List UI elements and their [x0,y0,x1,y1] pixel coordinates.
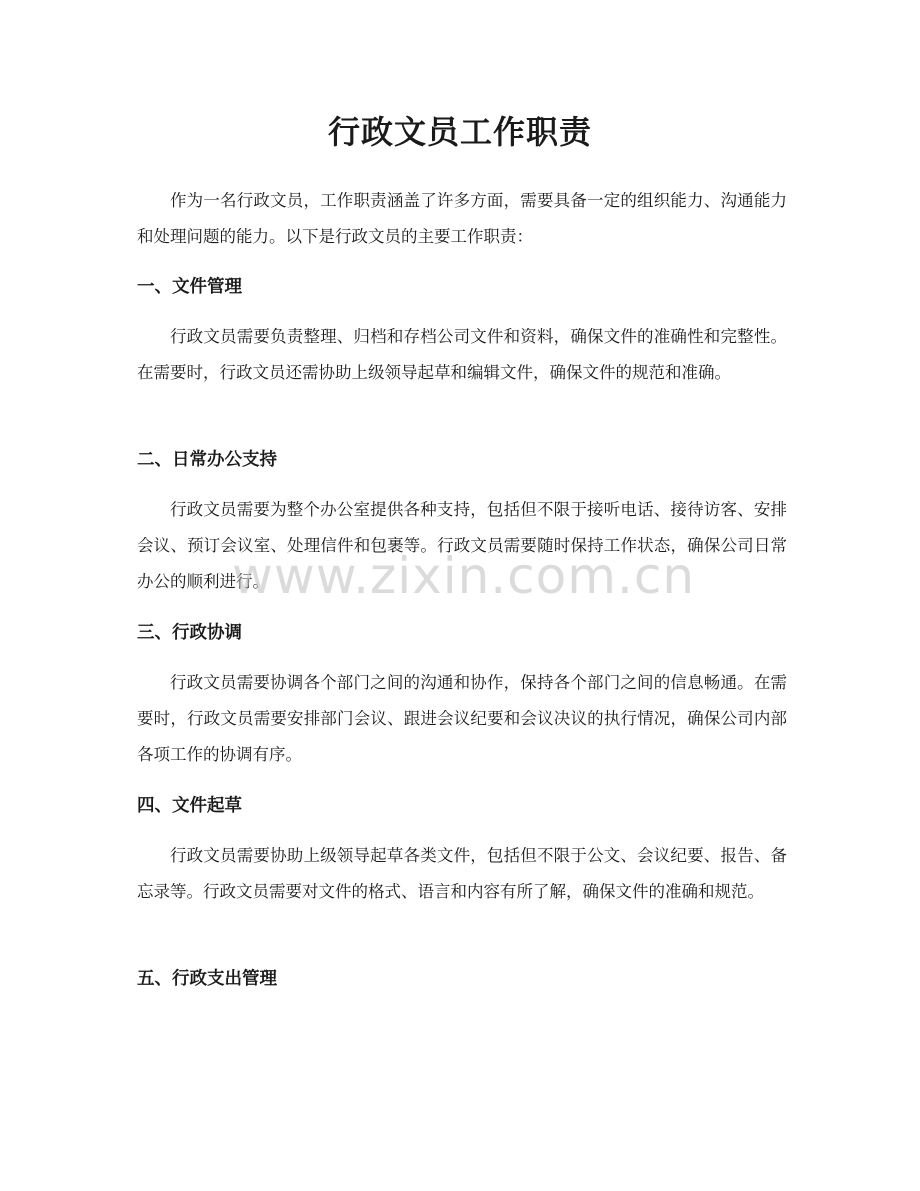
document-title: 行政文员工作职责 [327,113,592,151]
intro-paragraph: 作为一名行政文员，工作职责涵盖了许多方面，需要具备一定的组织能力、沟通能力和处理问题的能力。以下是行政文员的主要工作职责： [137,191,787,246]
section-body-office-support: 行政文员需要为整个办公室提供各种支持，包括但不限于接听电话、接待访客、安排会议、预订会议室、处理信件和包裹等。行政文员需要随时保持工作状态，确保公司日常办公的顺利进行。 [137,500,787,591]
section-heading-expense-management: 五、行政支出管理 [137,969,277,989]
section-heading-drafting: 四、文件起草 [137,796,242,816]
section-heading-file-management: 一、文件管理 [137,277,242,297]
watermark: www.zixin.com.cn [232,547,696,605]
section-body-coordination: 行政文员需要协调各个部门之间的沟通和协作，保持各个部门之间的信息畅通。在需要时，行政文员需要安排部门会议、跟进会议纪要和会议决议的执行情况，确保公司内部各项工作的协调有序。 [137,673,787,764]
section-body-file-management: 行政文员需要负责整理、归档和存档公司文件和资料，确保文件的准确性和完整性。在需要时，行政文员还需协助上级领导起草和编辑文件，确保文件的规范和准确。 [137,327,787,382]
section-body-drafting: 行政文员需要协助上级领导起草各类文件，包括但不限于公文、会议纪要、报告、备忘录等。行政文员需要对文件的格式、语言和内容有所了解，确保文件的准确和规范。 [137,846,787,901]
section-heading-coordination: 三、行政协调 [137,623,242,643]
section-heading-office-support: 二、日常办公支持 [137,450,277,470]
